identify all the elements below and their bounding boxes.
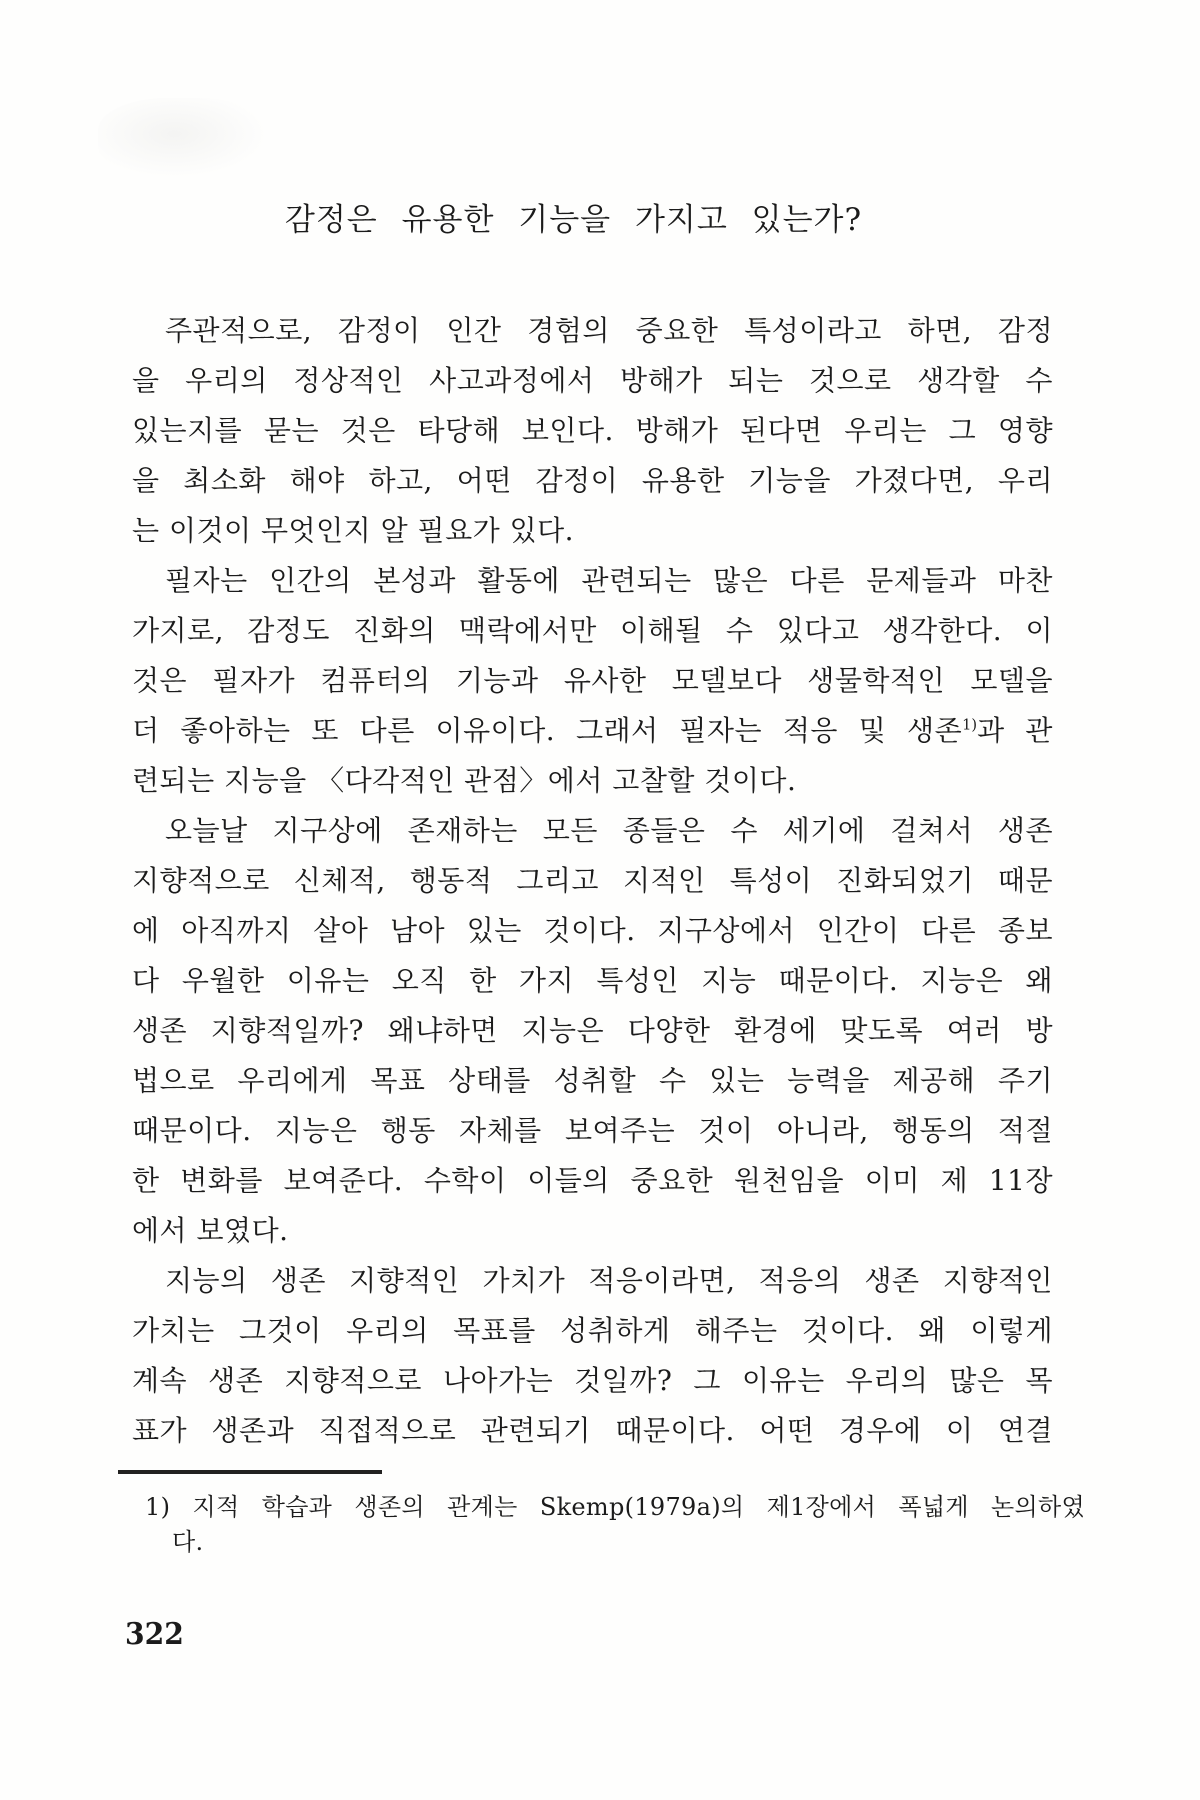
text-line: 때문이다. 지능은 행동 자체를 보여주는 것이 아니라, 행동의 적절 [132, 1114, 1053, 1147]
body-text [132, 306, 1053, 1456]
text-line: 을 최소화 해야 하고, 어떤 감정이 유용한 기능을 가졌다면, 우리 [132, 464, 1053, 497]
text-line: 을 우리의 정상적인 사고과정에서 방해가 되는 것으로 생각할 수 [132, 364, 1053, 397]
footnote-reference-marker: 1) [962, 716, 978, 734]
paragraph-4 [132, 1256, 1053, 1456]
text-line: 생존 지향적일까? 왜냐하면 지능은 다양한 환경에 맞도록 여러 방 [132, 1014, 1053, 1047]
text-line: 지향적으로 신체적, 행동적 그리고 지적인 특성이 진화되었기 때문 [132, 864, 1053, 897]
paragraph-3 [132, 806, 1053, 1256]
text-line: 지능의 생존 지향적인 가치가 적응이라면, 적응의 생존 지향적인 [165, 1264, 1053, 1297]
text-line: 한 변화를 보여준다. 수학이 이들의 중요한 원천임을 이미 제 11장 [132, 1164, 1053, 1197]
text-line: 주관적으로, 감정이 인간 경험의 중요한 특성이라고 하면, 감정 [165, 314, 1053, 347]
footnote-text-line: 1) 지적 학습과 생존의 관계는 Skemp(1979a)의 제1장에서 폭넓게 논의하였 [145, 1493, 1085, 1521]
text-line: 에서 보였다. [132, 1214, 289, 1247]
text-line-with-footnote-ref [132, 706, 1053, 756]
text-segment: 과 관 [977, 714, 1053, 747]
text-line: 있는지를 묻는 것은 타당해 보인다. 방해가 된다면 우리는 그 영향 [132, 414, 1053, 447]
footnote-text-line: 다. [172, 1528, 204, 1556]
text-line: 법으로 우리에게 목표 상태를 성취할 수 있는 능력을 제공해 주기 [132, 1064, 1053, 1097]
scan-artifact [98, 98, 268, 178]
text-line: 다 우월한 이유는 오직 한 가지 특성인 지능 때문이다. 지능은 왜 [132, 964, 1053, 997]
text-line: 필자는 인간의 본성과 활동에 관련되는 많은 다른 문제들과 마찬 [165, 564, 1053, 597]
text-line: 는 이것이 무엇인지 알 필요가 있다. [132, 514, 575, 547]
text-line: 것은 필자가 컴퓨터의 기능과 유사한 모델보다 생물학적인 모델을 [132, 664, 1053, 697]
text-line: 가지로, 감정도 진화의 맥락에서만 이해될 수 있다고 생각한다. 이 [132, 614, 1053, 647]
text-segment: 더 좋아하는 또 다른 이유이다. 그래서 필자는 적응 및 생존 [132, 714, 963, 747]
paragraph-2 [132, 556, 1053, 806]
text-line: 가치는 그것이 우리의 목표를 성취하게 해주는 것이다. 왜 이렇게 [132, 1314, 1053, 1347]
footnote-separator-rule [118, 1470, 382, 1474]
text-line: 오늘날 지구상에 존재하는 모든 종들은 수 세기에 걸쳐서 생존 [165, 814, 1053, 847]
text-line: 계속 생존 지향적으로 나아가는 것일까? 그 이유는 우리의 많은 목 [132, 1364, 1053, 1397]
text-line: 련되는 지능을 〈다각적인 관점〉에서 고찰할 것이다. [132, 764, 797, 797]
text-line: 에 아직까지 살아 남아 있는 것이다. 지구상에서 인간이 다른 종보 [132, 914, 1053, 947]
page-number: 322 [125, 1617, 184, 1652]
text-line: 표가 생존과 직접적으로 관련되기 때문이다. 어떤 경우에 이 연결 [132, 1414, 1053, 1447]
footnote [130, 1490, 1085, 1560]
page-title: 감정은 유용한 기능을 가지고 있는가? [284, 202, 863, 238]
paragraph-1 [132, 306, 1053, 556]
